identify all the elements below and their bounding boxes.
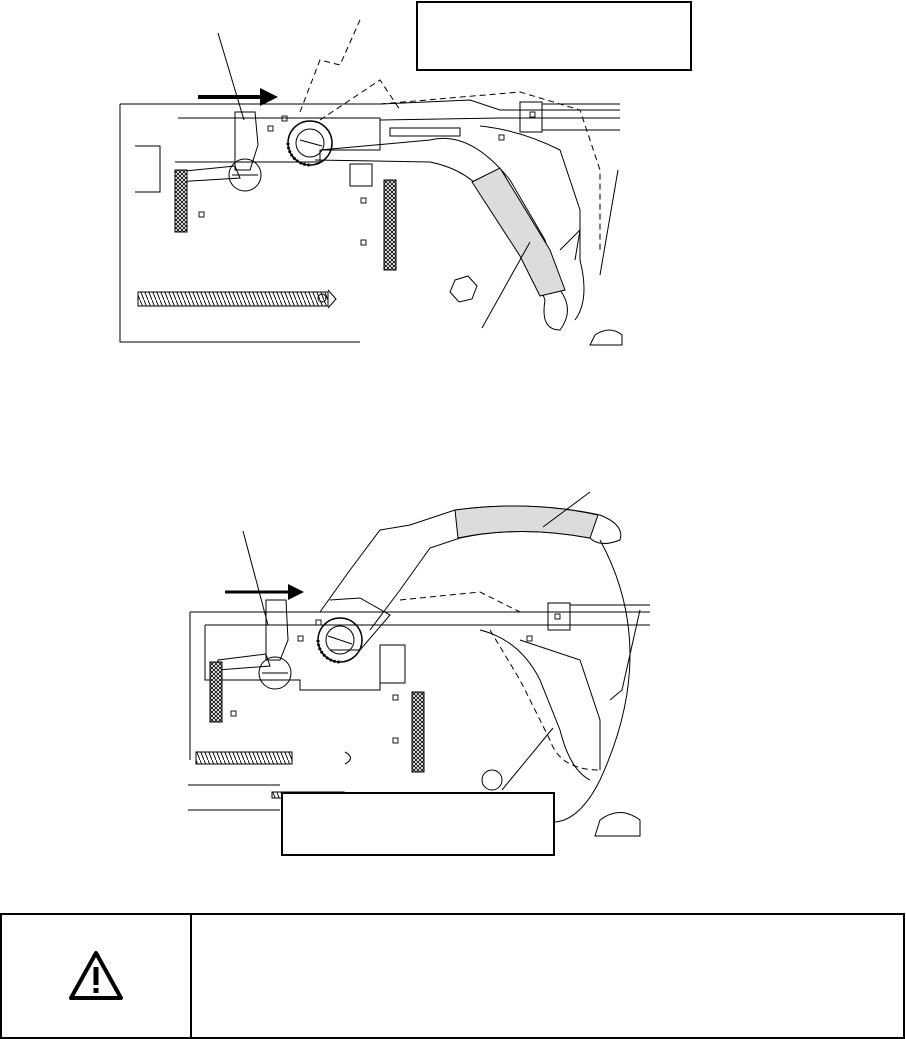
top-lever <box>235 112 258 170</box>
top-spring-left <box>175 170 187 232</box>
warning-text-cell <box>192 915 903 1037</box>
bottom-motion-arrow <box>225 584 304 600</box>
bottom-spring-left <box>210 662 222 722</box>
bottom-diagram <box>188 492 650 836</box>
bottom-spring-bottom <box>196 752 292 764</box>
top-motion-arrow <box>198 88 278 106</box>
warning-icon-cell <box>2 915 192 1037</box>
warning-panel <box>0 913 905 1039</box>
bottom-spring-mid <box>412 692 424 772</box>
bottom-lever <box>266 600 288 660</box>
top-spring-bottom <box>138 292 328 306</box>
callout-bottom <box>281 792 555 856</box>
warning-triangle-icon <box>68 950 124 1002</box>
bottom-highlight-grip <box>455 506 598 538</box>
top-spring-mid <box>384 180 396 270</box>
top-highlight-grip <box>472 168 565 296</box>
callout-top <box>416 1 692 71</box>
